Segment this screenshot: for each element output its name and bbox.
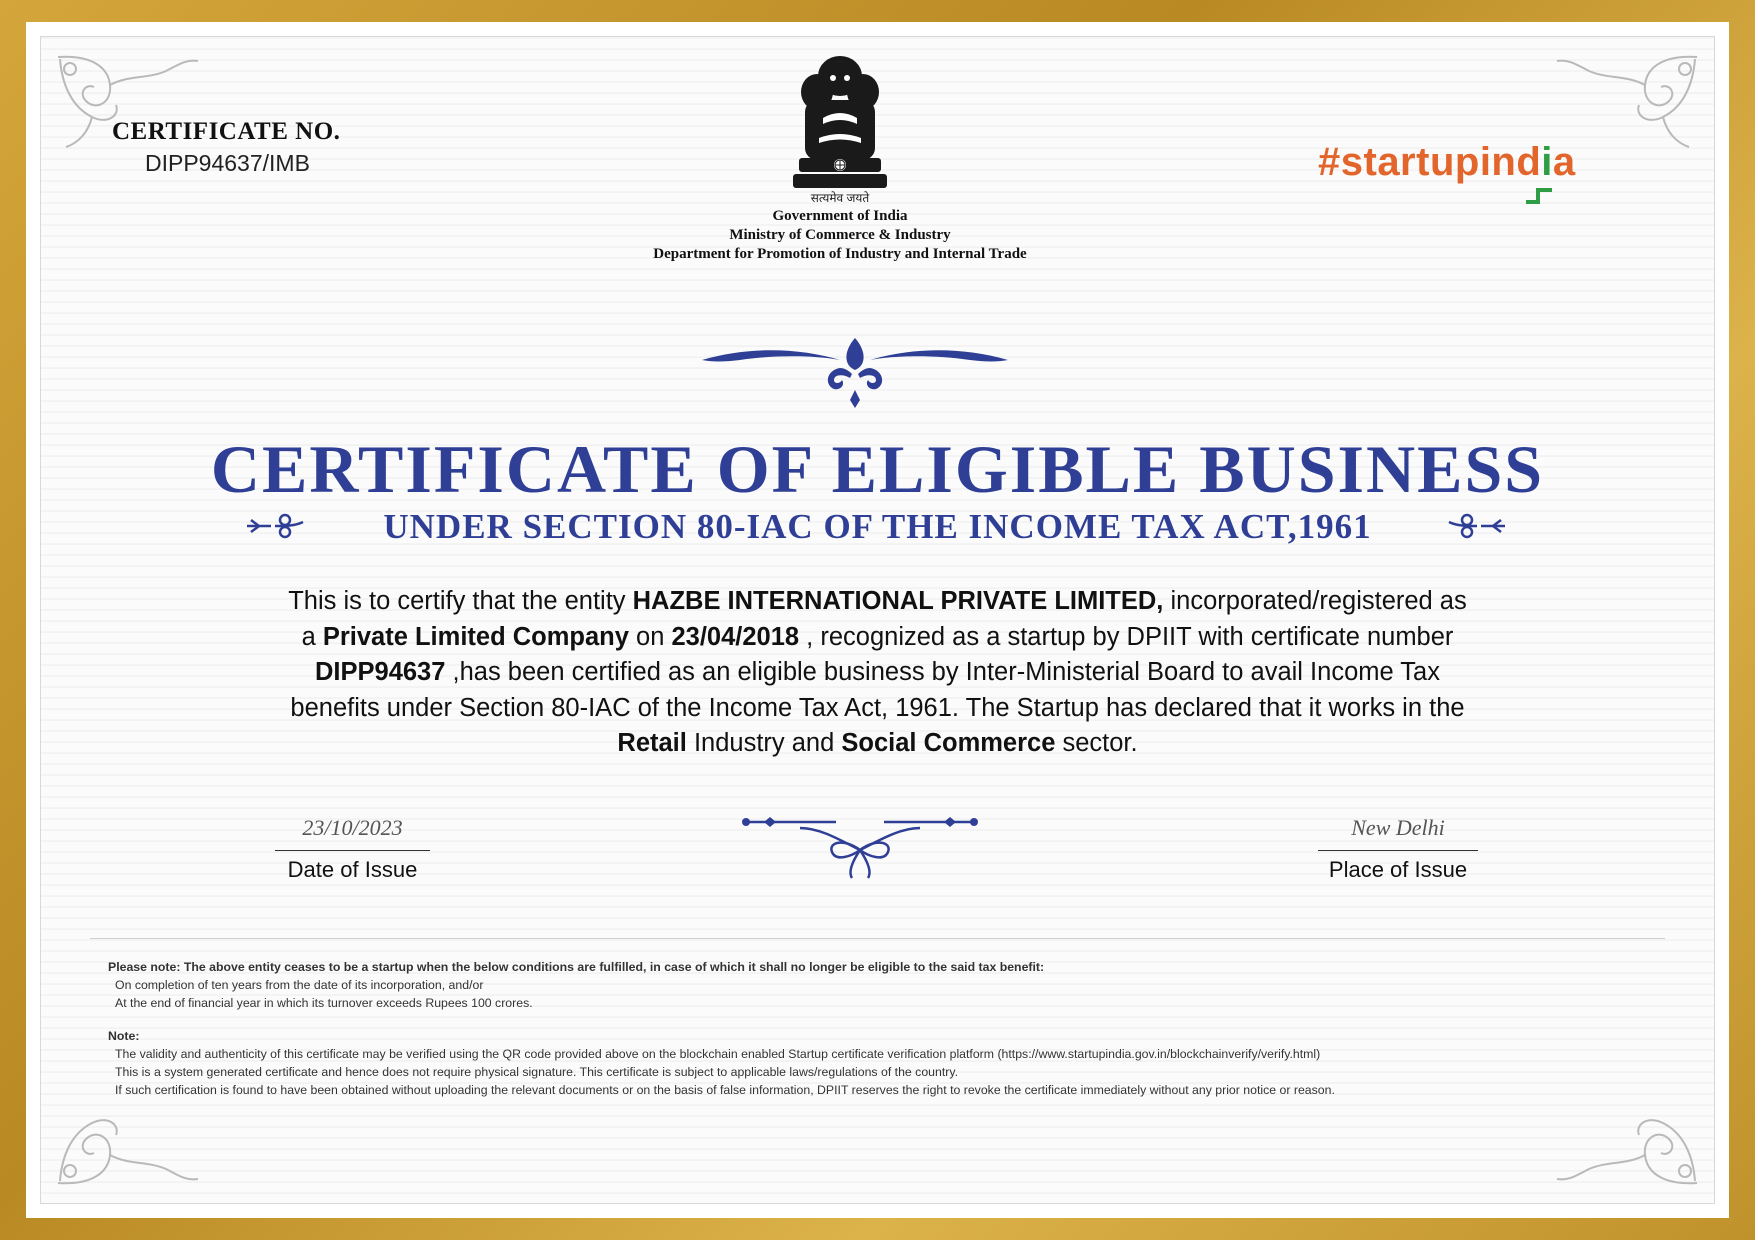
entity-type: Private Limited Company (322, 622, 629, 651)
notes-spacer (108, 1012, 1668, 1027)
startupindia-step-icon (1526, 180, 1554, 204)
certificate-subtitle: UNDER SECTION 80-IAC OF THE INCOME TAX ACT,1961 (383, 507, 1372, 546)
statement-text-6: Industry and (686, 729, 842, 757)
certificate-title: CERTIFICATE OF ELIGIBLE BUSINESS (210, 431, 1545, 507)
issuer-block (540, 207, 1140, 264)
note-item: If such certification is found to have been obtained without uploading the relevant documents or on the basis of false information, DPIIT reserves the right to revoke the certificate immediately without any prior notice or reason. (115, 1083, 1335, 1097)
corner-ornament-top-right-icon (1547, 45, 1707, 155)
place-of-issue-line (1318, 850, 1478, 851)
issuer-government: Government of India (772, 208, 908, 224)
subtitle-ornament-left-icon (245, 508, 307, 544)
sector: Social Commerce (841, 729, 1056, 757)
issuer-department: Department for Promotion of Industry and Internal Trade (653, 246, 1027, 262)
certificate-number-value: DIPP94637/IMB (145, 150, 310, 176)
center-flourish-icon (740, 810, 980, 882)
statement-text-7: sector. (1055, 729, 1138, 757)
industry: Retail (617, 729, 687, 757)
place-of-issue-label: Place of Issue (1328, 857, 1468, 882)
date-of-issue-value: 23/10/2023 (302, 815, 403, 840)
notes-divider (90, 938, 1665, 939)
certificate-number-label: CERTIFICATE NO. (112, 118, 341, 145)
note-item: This is a system generated certificate and hence does not require physical signature. This certificate is subject to applicable laws/regulations of the country. (115, 1065, 959, 1079)
dpiit-certificate-number: DIPP94637 (315, 658, 446, 686)
notes-section (108, 958, 1668, 1099)
condition-item: At the end of financial year in which its turnover exceeds Rupees 100 crores. (115, 996, 533, 1010)
issuer-ministry: Ministry of Commerce & Industry (729, 227, 951, 243)
entity-name: HAZBE INTERNATIONAL PRIVATE LIMITED, (632, 587, 1164, 615)
place-of-issue-value: New Delhi (1351, 815, 1445, 840)
brand-text-i: i (1541, 140, 1553, 184)
corner-ornament-bottom-right-icon (1547, 1085, 1707, 1195)
please-note-heading: Please note: The above entity ceases to be a startup when the below conditions are fulfilled, in case of which it shall no longer be eligible to the said tax benefit: (108, 960, 1045, 974)
statement-text-2: incorporated/registered as a (301, 587, 1467, 651)
corner-ornament-bottom-left-icon (48, 1085, 208, 1195)
note-item: The validity and authenticity of this certificate may be verified using the QR code provided above on the blockchain enabled Startup certificate verification platform (https://www.startupindia.gov.in/blockchainverify/verify.html) (115, 1047, 1321, 1061)
brand-text-main: #startupind (1318, 140, 1542, 184)
statement-text-1: This is to certify that the entity (288, 587, 633, 615)
certification-statement (280, 584, 1475, 762)
statement-text-3: on (628, 622, 672, 651)
subtitle-ornament-right-icon (1445, 508, 1507, 544)
brand-text-a: a (1552, 140, 1576, 184)
condition-item: On completion of ten years from the date of its incorporation, and/or (115, 978, 484, 992)
date-of-issue-line (275, 850, 430, 851)
note-heading: Note: (108, 1029, 140, 1043)
title-ornament-icon (700, 330, 1010, 410)
statement-text-5: ,has been certified as an eligible business by Inter-Ministerial Board to avail Income Tax benefits under Section 80-IAC of the Income Tax Act, 1961. The Startup has declared that it works in the (290, 658, 1465, 722)
statement-text-4: , recognized as a startup by DPIIT with certificate number (799, 622, 1454, 651)
startupindia-logo (1318, 140, 1576, 185)
incorporation-date: 23/04/2018 (671, 622, 800, 651)
date-of-issue-label: Date of Issue (287, 857, 418, 882)
emblem-motto: सत्यमेव जयते (810, 191, 870, 205)
